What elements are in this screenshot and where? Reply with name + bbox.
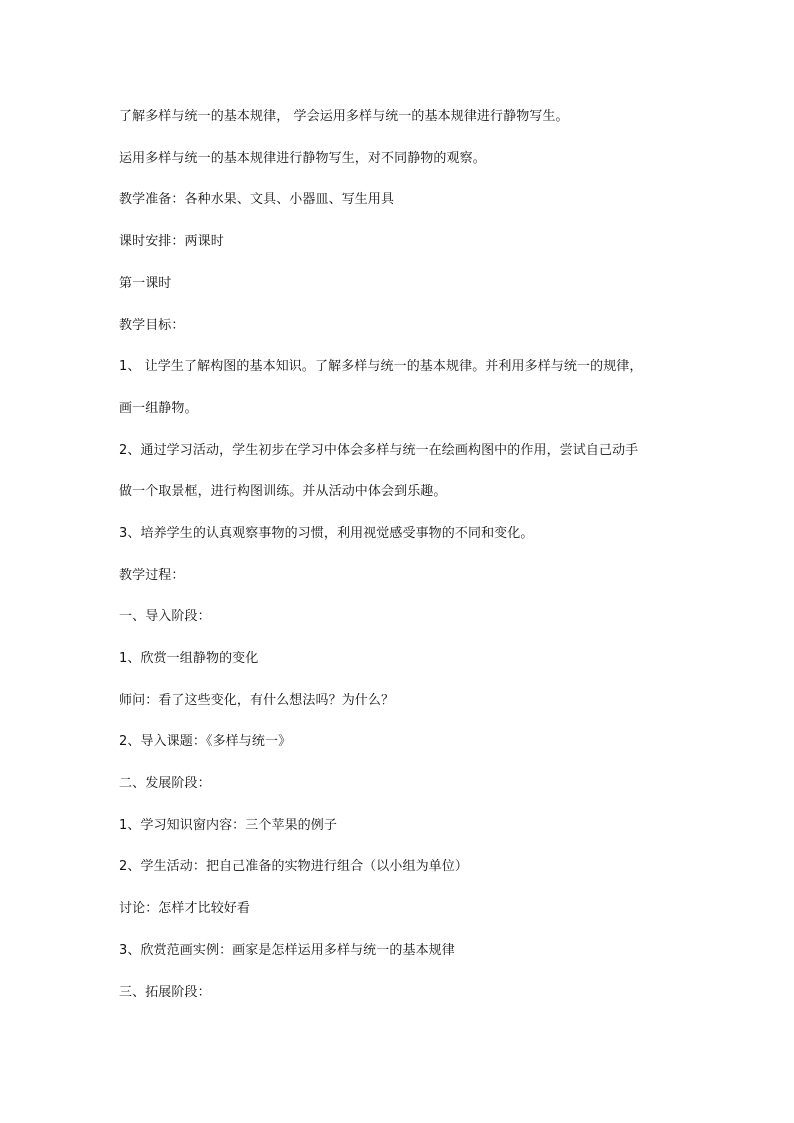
stage-3-heading: 三、拓展阶段： <box>119 985 211 1000</box>
goal-3-line: 3、培养学生的认真观察事物的习惯，利用视觉感受事物的不同和变化。 <box>119 526 534 541</box>
stage-1-item-2: 2、导入课题：《多样与统一》 <box>119 734 292 749</box>
schedule-line: 课时安排：两课时 <box>119 234 224 249</box>
teaching-process-heading: 教学过程： <box>119 568 185 583</box>
stage-2-item-3: 3、欣赏范画实例：画家是怎样运用多样与统一的基本规律 <box>119 943 455 958</box>
goal-1-line-a: 1、 让学生了解构图的基本知识。了解多样与统一的基本规律。并利用多样与统一的规律， <box>119 359 643 374</box>
teaching-goals-heading: 教学目标： <box>119 318 185 333</box>
stage-1-heading: 一、导入阶段： <box>119 609 211 624</box>
goal-2-line-a: 2、通过学习活动，学生初步在学习中体会多样与统一在绘画构图中的作用，尝试自己动手 <box>119 443 639 458</box>
teaching-prep-line: 教学准备：各种水果、文具、小器皿、写生用具 <box>119 192 395 207</box>
goal-2-line-b: 做一个取景框，进行构图训练。并从活动中体会到乐趣。 <box>119 484 447 499</box>
stage-2-item-1: 1、学习知识窗内容：三个苹果的例子 <box>119 818 337 833</box>
stage-1-item-1: 1、欣赏一组静物的变化 <box>119 651 259 666</box>
stage-2-heading: 二、发展阶段： <box>119 776 211 791</box>
intro-objective-line: 了解多样与统一的基本规律， 学会运用多样与统一的基本规律进行静物写生。 <box>119 109 569 124</box>
stage-2-item-2: 2、学生活动：把自己准备的实物进行组合（以小组为单位） <box>119 859 468 874</box>
first-lesson-heading: 第一课时 <box>119 276 172 291</box>
key-point-line: 运用多样与统一的基本规律进行静物写生，对不同静物的观察。 <box>119 151 486 166</box>
discussion-line: 讨论：怎样才比较好看 <box>119 901 251 916</box>
teacher-question-line: 师问：看了这些变化，有什么想法吗？为什么？ <box>119 693 395 708</box>
goal-1-line-b: 画一组静物。 <box>119 401 198 416</box>
